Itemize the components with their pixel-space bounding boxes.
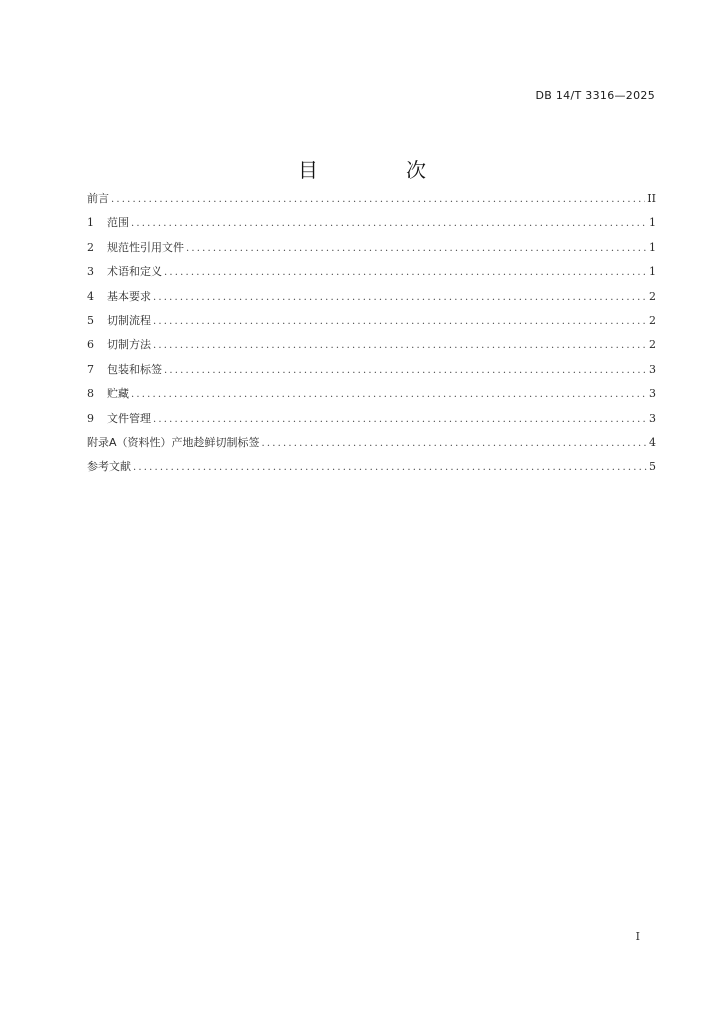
toc-entry-cutting-process[interactable] <box>87 312 656 336</box>
toc-entry-label: 前言 <box>87 192 109 205</box>
toc-entry-page: 5 <box>649 460 656 474</box>
toc-entry-page: 2 <box>649 338 656 352</box>
toc-entry-page: 2 <box>649 289 656 303</box>
toc-entry-page: 3 <box>649 362 656 376</box>
toc-entry-page: 3 <box>649 411 656 425</box>
toc-leader-dots <box>131 215 647 232</box>
toc-entry-normative-references[interactable] <box>87 239 656 263</box>
toc-entry-terms-definitions[interactable] <box>87 263 656 287</box>
toc-entry-label: 术语和定义 <box>107 265 162 279</box>
toc-entry-packaging-labeling[interactable] <box>87 361 656 385</box>
toc-leader-dots <box>153 313 647 330</box>
toc-entry-page: 2 <box>649 313 656 327</box>
toc-leader-dots <box>133 459 647 476</box>
toc-leader-dots <box>153 289 647 306</box>
toc-leader-dots <box>111 191 645 208</box>
toc-entry-page: 1 <box>649 216 656 230</box>
toc-entry-page: 1 <box>649 240 656 254</box>
toc-entry-foreword[interactable] <box>87 190 656 214</box>
toc-leader-dots <box>164 362 647 379</box>
toc-entry-page: 4 <box>649 435 656 449</box>
toc-entry-number: 6 <box>87 338 94 352</box>
toc-entry-number: 9 <box>87 411 94 425</box>
document-code: DB 14/T 3316—2025 <box>535 89 655 102</box>
toc-leader-dots <box>153 411 647 428</box>
toc-entry-cutting-methods[interactable] <box>87 336 656 360</box>
toc-leader-dots <box>153 337 647 354</box>
toc-entry-number: 8 <box>87 387 94 401</box>
toc-entry-bibliography[interactable] <box>87 458 656 482</box>
toc-entry-scope[interactable] <box>87 214 656 238</box>
toc-entry-appendix-a[interactable] <box>87 434 656 458</box>
toc-entry-label: 基本要求 <box>107 289 151 303</box>
page-number: I <box>635 930 640 943</box>
toc-entry-label: 包装和标签 <box>107 362 162 376</box>
toc-entry-label: 贮藏 <box>107 387 129 401</box>
toc-entry-label: 附录A（资料性）产地趁鲜切制标签 <box>87 435 260 449</box>
toc-entry-page: 3 <box>649 387 656 401</box>
toc-entry-label: 切制流程 <box>107 313 151 327</box>
toc-entry-number: 1 <box>87 216 94 230</box>
toc-leader-dots <box>186 240 647 257</box>
toc-entry-number: 4 <box>87 289 94 303</box>
toc-entry-number: 3 <box>87 265 94 279</box>
toc-leader-dots <box>131 386 647 403</box>
toc-entry-page: 1 <box>649 265 656 279</box>
toc-entry-basic-requirements[interactable] <box>87 288 656 312</box>
toc-entry-label: 参考文献 <box>87 460 131 474</box>
toc-entry-label: 范围 <box>107 216 129 230</box>
toc-entry-number: 7 <box>87 362 94 376</box>
toc-entry-page: II <box>647 192 656 205</box>
toc-entry-number: 2 <box>87 240 94 254</box>
toc-entry-storage[interactable] <box>87 385 656 409</box>
toc-title: 目 次 <box>298 158 460 182</box>
toc-entry-label: 规范性引用文件 <box>107 240 184 254</box>
toc-list <box>87 190 656 483</box>
toc-entry-label: 切制方法 <box>107 338 151 352</box>
toc-leader-dots <box>164 264 647 281</box>
toc-leader-dots <box>262 435 647 452</box>
toc-entry-label: 文件管理 <box>107 411 151 425</box>
toc-entry-number: 5 <box>87 313 94 327</box>
toc-entry-document-management[interactable] <box>87 410 656 434</box>
